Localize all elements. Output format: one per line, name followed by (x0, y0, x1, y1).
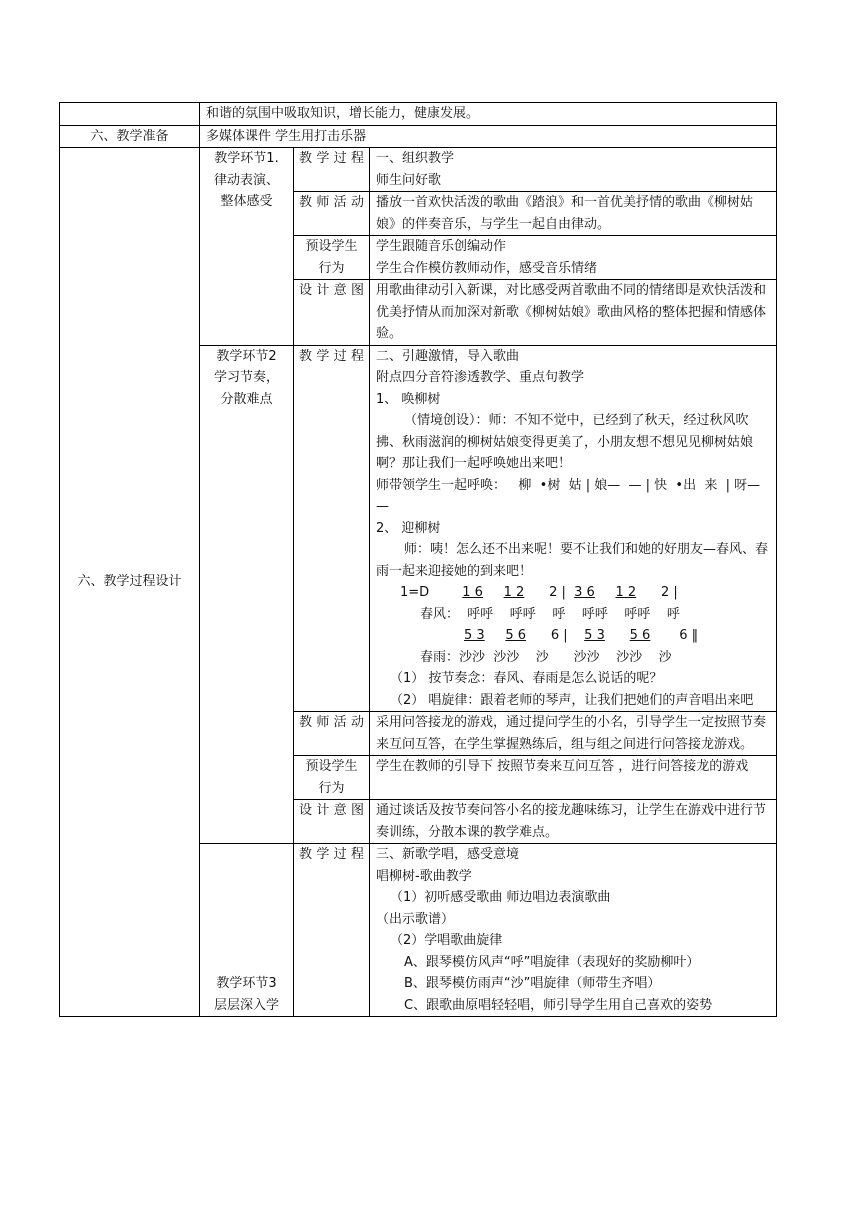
content-line: （2）学唱歌曲旋律 (390, 933, 503, 948)
sec3-process-content (370, 844, 777, 1017)
score-row-2 (400, 625, 770, 647)
content-line: 一、组织教学 (376, 151, 455, 166)
content-line: （2） 唱旋律：跟着老师的琴声，让我们把她们的声音唱出来吧 (390, 692, 754, 708)
content-line: C、跟歌曲原唱轻轻唱，师引导学生用自己喜欢的姿势 (404, 997, 713, 1013)
content-line: 通过谈话及按节奏问答小名的接龙趣味练习，让学生在游戏中进行节奏训练，分散本课的教学难点。 (376, 803, 767, 840)
content-line: 播放一首欢快活泼的歌曲《踏浪》和一首优美抒情的歌曲《柳树姑娘》的伴奏音乐，与学生一起自由律动。 (376, 195, 754, 232)
content-line: 师带领学生一起呼唤： 柳 •树 姑 | 娘— — | 快 •出 来 | 呀— — (376, 477, 769, 514)
content-line: 学生合作模仿教师动作，感受音乐情绪 (376, 260, 598, 276)
sec2-process-label: 教学过程 (294, 345, 370, 712)
rhythm-score (376, 582, 770, 668)
score-note: 1 6 (462, 585, 483, 600)
content-line: 唱柳树-歌曲教学 (376, 868, 472, 884)
sec1-name-line: 教学环节1. (214, 151, 279, 166)
label-line: 行为 (318, 780, 345, 796)
sec2-intent-label: 设计意图 (294, 800, 370, 844)
sec3-name-line: 层层深入学 (213, 997, 279, 1013)
score-lyric-1: 春风： 呼呼 呼呼 呼 呼呼 呼呼 呼 (420, 606, 680, 622)
score-note: 5 6 (629, 628, 651, 643)
score-note: 2 | (661, 585, 678, 600)
score-note: 5 6 (505, 628, 527, 643)
score-note: 1 2 (503, 585, 525, 600)
prep-label: 六、教学准备 (60, 125, 200, 148)
sec2-name (200, 345, 294, 844)
content-line: 师生问好歌 (376, 172, 442, 188)
sec1-student-content (370, 236, 777, 280)
sec2-name-line: 分散难点 (220, 391, 273, 407)
sec2-teacher-content (370, 712, 777, 756)
content-line: （情境创设）：师：不知不觉中，已经到了秋天，经过秋风吹拂、秋雨滋润的柳树姑娘变得更美了，小朋友想不想见见柳树姑娘啊？那让我们一起呼唤她出来吧！ (376, 413, 754, 471)
row-continuation (60, 103, 777, 126)
sec2-name-line: 教学环节2 (216, 348, 277, 364)
score-key: 1=D (400, 585, 430, 600)
lesson-plan-table (59, 102, 777, 1017)
content-line: （1） 按节奏念：春风、春雨是怎么说话的呢？ (390, 671, 663, 686)
score-note: 5 3 (464, 628, 485, 643)
score-note: 6 | (550, 628, 568, 643)
sec2-intent-content (370, 800, 777, 844)
content-line: 2、 迎柳树 (376, 520, 441, 536)
label-line: 预设学生 (305, 759, 358, 774)
sec3-process-label: 教学过程 (294, 844, 370, 1017)
sec1-name-line: 整体感受 (220, 194, 273, 209)
sec1-teacher-content (370, 192, 777, 236)
content-line: 学生跟随音乐创编动作 (376, 239, 507, 254)
sec2-name-line: 学习节奏， (213, 370, 279, 385)
sec2-process-content (370, 345, 777, 712)
process-design-label: 六、教学过程设计 (60, 148, 200, 1017)
content-line: B、跟琴模仿雨声“沙”唱旋律（师带生齐唱） (404, 976, 661, 991)
sec1-name-line: 律动表演、 (213, 172, 279, 188)
content-line: 师：咦！怎么还不出来呢！要不让我们和她的好朋友—春风、春雨一起来迎接她的到来吧！ (376, 542, 769, 579)
sec1-name (200, 148, 294, 346)
content-line: 二、引趣激情，导入歌曲 (376, 348, 520, 364)
sec2-student-content (370, 756, 777, 800)
row-teaching-prep (60, 125, 777, 148)
sec1-intent-content (370, 280, 777, 346)
sec3-name-line: 教学环节3 (216, 976, 277, 991)
sec1-student-label (294, 236, 370, 280)
content-line: 学生在教师的引导下 按照节奏来互问互答 ，进行问答接龙的游戏 (376, 759, 749, 774)
sec1-teacher-label: 教师活动 (294, 192, 370, 236)
sec1-row-process (60, 148, 777, 192)
score-lyric-2: 春雨：沙沙 沙沙 沙 沙沙 沙沙 沙 (420, 649, 672, 665)
sec1-process-content (370, 148, 777, 192)
content-line: A、跟琴模仿风声“呼”唱旋律（表现好的奖励柳叶） (404, 954, 700, 970)
sec1-process-label: 教学过程 (294, 148, 370, 192)
score-note: 3 6 (574, 585, 595, 600)
label-line: 行为 (318, 260, 345, 276)
sec2-teacher-label: 教师活动 (294, 712, 370, 756)
content-line: 1、 唤柳树 (376, 391, 441, 407)
content-line: 用歌曲律动引入新课，对比感受两首歌曲不同的情绪即是欢快活泼和优美抒情从而加深对新歌《柳树姑娘》歌曲风格的整体把握和情感体验。 (376, 283, 767, 341)
content-line: （出示歌谱） (376, 911, 455, 927)
score-note: 6 ‖ (679, 628, 699, 643)
prep-value: 多媒体课件 学生用打击乐器 (200, 125, 777, 148)
content-line: 三、新歌学唱，感受意境 (376, 847, 520, 862)
score-note: 2 | (549, 585, 566, 600)
content-line: （1）初听感受歌曲 师边唱边表演歌曲 (390, 890, 611, 905)
label-line: 预设学生 (305, 239, 358, 254)
sec2-student-label (294, 756, 370, 800)
sec3-name (200, 844, 294, 1017)
content-line: 采用问答接龙的游戏，通过提问学生的小名，引导学生一定按照节奏来互问互答，在学生掌握熟练后，组与组之间进行问答接龙游戏。 (376, 715, 767, 752)
score-note: 1 2 (615, 585, 637, 600)
score-row-1 (400, 582, 770, 604)
score-note: 5 3 (584, 628, 605, 643)
content-line: 附点四分音符渗透教学、重点句教学 (376, 370, 585, 385)
sec1-intent-label: 设计意图 (294, 280, 370, 346)
continuation-text: 和谐的氛围中吸取知识，增长能力，健康发展。 (200, 103, 777, 126)
